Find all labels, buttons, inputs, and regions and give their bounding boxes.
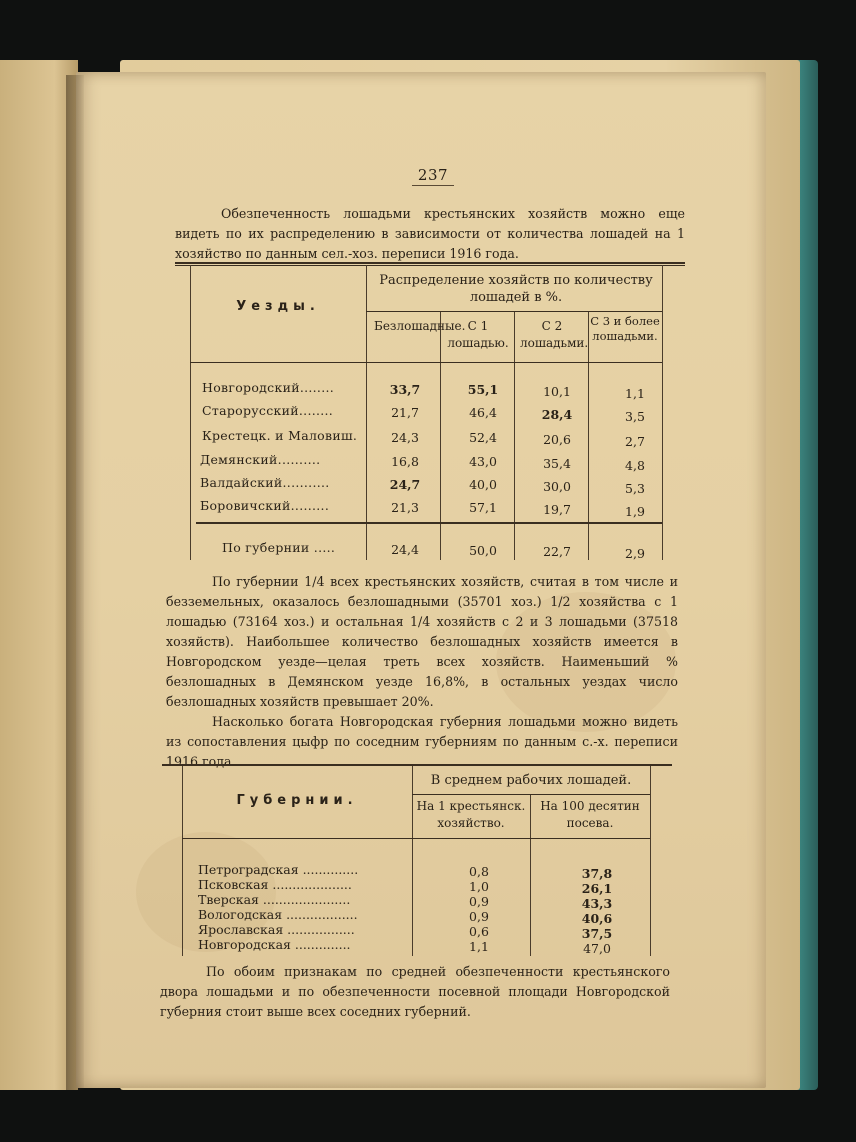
table-vline <box>190 265 191 560</box>
cell-value: 5,3 <box>625 481 645 496</box>
table-rule <box>175 265 685 266</box>
cell-value: 40,0 <box>469 477 497 492</box>
cell-value: 1,9 <box>625 504 645 519</box>
cell-value: 47,0 <box>583 941 611 956</box>
cell-value: 0,9 <box>469 909 489 924</box>
district-name: Старорусский........ <box>202 403 334 418</box>
spine-shadow <box>66 75 84 1090</box>
cell-value: 35,4 <box>543 456 571 471</box>
table-subheader: На 1 крестьянск. хозяйство. <box>416 799 526 830</box>
cell-value: 43,0 <box>469 454 497 469</box>
cell-value: 55,1 <box>467 382 499 397</box>
table-rule <box>190 362 662 363</box>
table-group-header: Распределение хозяйств по количеству лошадей в %. <box>379 273 653 305</box>
cell-value: 52,4 <box>469 430 497 445</box>
cell-value: 24,7 <box>389 477 421 492</box>
cell-value: 1,1 <box>469 939 489 954</box>
table-subheader: С 2 лошадьми. <box>520 319 589 350</box>
cell-value: 30,0 <box>543 479 571 494</box>
table-rule <box>182 838 650 839</box>
district-name: Валдайский........... <box>200 475 330 490</box>
table-vline <box>182 766 183 956</box>
table-subheader: С 3 и более лошадьми. <box>590 314 660 343</box>
table-rule <box>366 311 662 312</box>
cell-value: 37,8 <box>581 866 613 881</box>
table-header: Губернии. <box>236 793 358 808</box>
cell-value: 19,7 <box>543 502 571 517</box>
cell-value: 21,3 <box>391 500 419 515</box>
table-group-header: В среднем рабочих лошадей. <box>430 773 632 788</box>
cell-value: 2,7 <box>625 434 645 449</box>
cell-value: 57,1 <box>469 500 497 515</box>
table-rule <box>175 262 685 264</box>
province-name: Петроградская .............. <box>198 862 359 877</box>
district-name: Новгородский........ <box>202 380 335 395</box>
cell-value: 4,8 <box>625 458 645 473</box>
page-number: 237 <box>417 166 449 184</box>
cell-value: 2,9 <box>625 546 645 561</box>
middle-paragraph-2: Насколько богата Новгородская губерния лошадьми можно видеть из сопоставления цыфр по соседним губерниям по данным с.-х. переписи 1916 года. <box>166 714 678 769</box>
province-name: Новгородская .............. <box>198 937 351 952</box>
province-name: Псковская .................... <box>198 877 352 892</box>
cell-value: 33,7 <box>389 382 421 397</box>
district-name: Демянский.......... <box>200 452 321 467</box>
cell-value: 43,3 <box>581 896 613 911</box>
cell-value: 1,0 <box>469 879 489 894</box>
cell-value: 20,6 <box>543 432 571 447</box>
district-name: Боровичский......... <box>200 498 330 513</box>
middle-paragraph: По губернии 1/4 всех крестьянских хозяйств, считая в том числе и безземельных, оказалось безлошадными (35701 хоз.) 1/2 хозяйства с 1 лошадью (73164 хоз.) и остальная 1/4 хозяйств с 2 и 3 лошадьми (37518 хозяйств). Наибольшее количество безлошадных хозяйств имеется в Новгородском уезде—целая треть всех хозяйств. Наименьший % безлошадных в Демянском уезде 16,8%, в остальных уездах число безлошадных хозяйств превышает 20%. <box>166 574 678 709</box>
cell-value: 1,1 <box>625 386 645 401</box>
cell-value: 24,3 <box>391 430 419 445</box>
cell-value: 21,7 <box>391 405 419 420</box>
cell-value: 0,8 <box>469 864 489 879</box>
district-name: Крестецк. и Маловиш. <box>202 428 358 443</box>
cell-value: 3,5 <box>625 409 645 424</box>
table-vline <box>366 265 367 560</box>
cell-value: 28,4 <box>541 407 573 422</box>
cell-value: 40,6 <box>581 911 613 926</box>
province-name: Ярославская ................. <box>198 922 355 937</box>
table-subheader: Безлошадные. <box>374 319 466 333</box>
cell-value: 16,8 <box>391 454 419 469</box>
table-vline <box>530 795 531 956</box>
intro-paragraph: Обезпеченность лошадьми крестьянских хозяйств можно еще видеть по их распределению в зависимости от количества лошадей на 1 хозяйство по данным сел.-хоз. переписи 1916 года. <box>175 206 685 261</box>
cell-value: 10,1 <box>543 384 571 399</box>
table-header: Уезды. <box>236 299 320 314</box>
table-vline <box>662 265 663 560</box>
table-rule <box>162 764 672 766</box>
cell-value: 0,6 <box>469 924 489 939</box>
table-subheader: На 100 десятин посева. <box>540 799 640 830</box>
province-name: Вологодская .................. <box>198 907 358 922</box>
total-label: По губернии ..... <box>222 540 336 555</box>
table-vline <box>650 766 651 956</box>
cell-value: 26,1 <box>581 881 613 896</box>
table-subheader: С 1 лошадью. <box>447 319 509 350</box>
table-rule <box>412 794 650 795</box>
page-number-rule <box>412 185 454 186</box>
province-name: Тверская ...................... <box>198 892 351 907</box>
table-rule <box>196 522 662 524</box>
cell-value: 22,7 <box>543 544 571 559</box>
cell-value: 0,9 <box>469 894 489 909</box>
closing-paragraph: По обоим признакам по средней обезпеченности крестьянского двора лошадьми и по обезпеченности посевной площади Новгородской губерния стоит выше всех соседних губерний. <box>160 964 670 1019</box>
cell-value: 24,4 <box>391 542 419 557</box>
cell-value: 37,5 <box>581 926 613 941</box>
cell-value: 46,4 <box>469 405 497 420</box>
cell-value: 50,0 <box>469 543 497 558</box>
